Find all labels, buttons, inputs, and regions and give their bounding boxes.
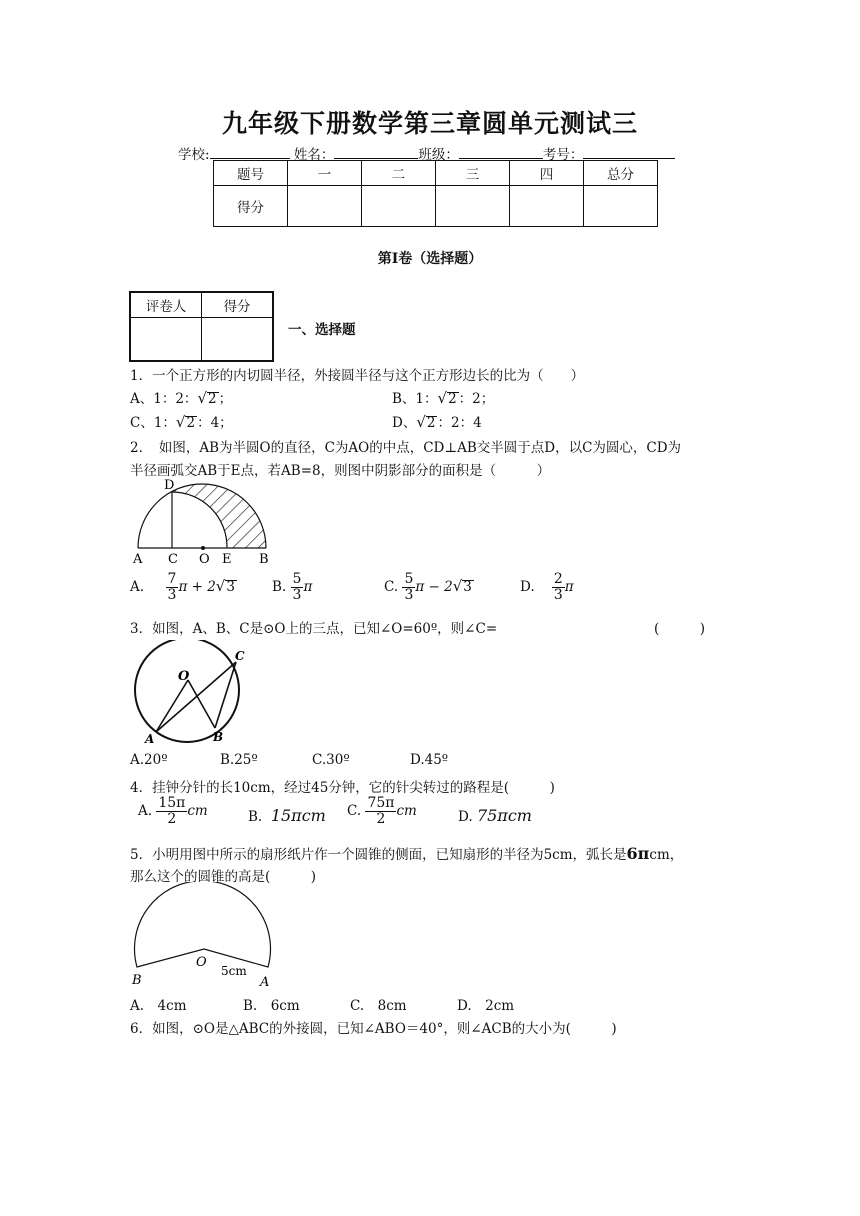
school-label: 学校: bbox=[178, 147, 210, 163]
q3-option-b[interactable]: B.25º bbox=[220, 752, 258, 768]
q1-b-tail: ：2； bbox=[458, 391, 495, 407]
denominator: 2 bbox=[376, 811, 386, 827]
q2-option-b[interactable] bbox=[272, 572, 312, 603]
q2-b-fraction bbox=[291, 572, 304, 603]
score-cell[interactable] bbox=[288, 186, 362, 227]
q5-stem-text: 5．小明用图中所示的扇形纸片作一个圆锥的侧面，已知扇形的半径为5cm，弧长是 bbox=[130, 847, 627, 863]
score-header: 三 bbox=[436, 161, 510, 186]
q4-d-value: 75πcm bbox=[476, 806, 532, 825]
q2-d-label: D. bbox=[520, 579, 535, 595]
section-title: 第Ⅰ卷（选择题） bbox=[377, 251, 483, 267]
q4-d-label: D. bbox=[458, 809, 473, 825]
exam-no-blank[interactable] bbox=[583, 145, 675, 159]
sqrt-icon: √ bbox=[175, 413, 186, 431]
q3-option-a[interactable]: A.20º bbox=[130, 752, 168, 768]
line-ac bbox=[156, 662, 236, 732]
q4-option-c[interactable] bbox=[347, 796, 417, 827]
q4-c-fraction bbox=[365, 796, 396, 827]
q2-semicircle-figure bbox=[128, 474, 278, 566]
label-a: A bbox=[260, 975, 270, 990]
line-oa bbox=[156, 680, 188, 732]
q1-d-tail: ：2：4 bbox=[437, 415, 482, 431]
part-title: 一、选择题 bbox=[288, 322, 356, 338]
score-cell[interactable] bbox=[362, 186, 436, 227]
grader-table bbox=[130, 292, 273, 361]
class-blank[interactable] bbox=[459, 145, 543, 159]
q3-option-d[interactable]: D.45º bbox=[410, 752, 449, 768]
q1-a-tail: ； bbox=[218, 391, 233, 407]
q4-option-d[interactable] bbox=[458, 806, 532, 825]
grader-cell[interactable] bbox=[202, 318, 273, 361]
radicand: 3 bbox=[463, 579, 472, 595]
score-cell[interactable] bbox=[510, 186, 584, 227]
q1-option-c[interactable] bbox=[130, 411, 233, 431]
numerator: 5 bbox=[404, 571, 414, 587]
q4-a-fraction bbox=[156, 796, 187, 827]
numerator: 15π bbox=[158, 795, 186, 811]
score-header: 二 bbox=[362, 161, 436, 186]
q2-d-fraction bbox=[552, 572, 565, 603]
sqrt-icon: √ bbox=[437, 389, 448, 407]
q2-c-fraction bbox=[402, 572, 415, 603]
score-header: 总分 bbox=[584, 161, 658, 186]
q5-arc-length: 6π bbox=[626, 844, 650, 863]
q1-d-text: D、 bbox=[392, 415, 417, 431]
q2-option-d[interactable] bbox=[520, 572, 574, 603]
denominator: 3 bbox=[292, 587, 302, 603]
q2-b-tail: π bbox=[303, 579, 313, 595]
label-o: O bbox=[199, 552, 210, 566]
q2-c-tail: π − 2 bbox=[415, 579, 453, 595]
grader-cell[interactable] bbox=[131, 318, 202, 361]
q1-c-radicand: 2 bbox=[186, 415, 196, 431]
score-header: 题号 bbox=[214, 161, 288, 186]
sqrt-icon: √ bbox=[416, 413, 426, 431]
denominator: 3 bbox=[167, 587, 177, 603]
denominator: 2 bbox=[167, 811, 177, 827]
score-header: 一 bbox=[288, 161, 362, 186]
q2-stem-line2: 半径画弧交AB于E点，若AB=8，则图中阴影部分的面积是（ ） bbox=[130, 463, 551, 479]
label-a: A bbox=[145, 732, 155, 744]
q4-stem: 4．挂钟分针的长10cm，经过45分钟，它的针尖转过的路程是( ) bbox=[130, 780, 555, 796]
score-header: 四 bbox=[510, 161, 584, 186]
q5-option-a[interactable]: A. 4cm bbox=[130, 998, 187, 1014]
sqrt-icon: √ bbox=[215, 577, 226, 595]
q4-c-label: C. bbox=[347, 803, 362, 819]
q1-option-a[interactable] bbox=[130, 387, 232, 407]
label-c: C bbox=[168, 552, 178, 566]
q1-d-radicand: 2 bbox=[426, 415, 436, 431]
exam-no-label: 考号： bbox=[542, 147, 584, 163]
q5-option-b[interactable]: B. 6cm bbox=[243, 998, 300, 1014]
label-radius: 5cm bbox=[221, 964, 247, 978]
q5-stem-unit: cm， bbox=[649, 847, 684, 863]
q4-b-value: 15πcm bbox=[270, 806, 326, 825]
q2-stem-line1: 2． 如图，AB为半圆O的直径，C为AO的中点，CD⊥AB交半圆于点D，以C为圆心，CD为 bbox=[130, 440, 682, 456]
denominator: 3 bbox=[553, 587, 563, 603]
q3-answer-paren: ( ) bbox=[654, 621, 706, 637]
q2-a-fraction bbox=[166, 572, 179, 603]
numerator: 5 bbox=[292, 571, 302, 587]
score-row-label: 得分 bbox=[214, 186, 288, 227]
score-table bbox=[213, 160, 658, 227]
grader-header: 评卷人 bbox=[131, 293, 202, 318]
sqrt-icon: √ bbox=[452, 577, 463, 595]
q2-d-tail: π bbox=[564, 579, 574, 595]
q1-stem: 1．一个正方形的内切圆半径，外接圆半径与这个正方形边长的比为（ ） bbox=[130, 368, 585, 384]
q6-stem: 6．如图，⊙O是△ABC的外接圆，已知∠ABO＝40°，则∠ACB的大小为( ) bbox=[130, 1021, 617, 1037]
school-blank[interactable] bbox=[210, 145, 290, 159]
q1-b-radicand: 2 bbox=[448, 391, 457, 407]
q1-a-text: A、1：2： bbox=[130, 391, 198, 407]
sqrt-icon: √ bbox=[197, 389, 207, 407]
q5-stem-line2: 那么这个的圆锥的高是( ) bbox=[130, 869, 317, 885]
radicand: 3 bbox=[226, 579, 235, 595]
q2-option-a[interactable] bbox=[130, 572, 237, 603]
name-blank[interactable] bbox=[334, 145, 418, 159]
unit: cm bbox=[396, 803, 417, 819]
q2-option-c[interactable] bbox=[384, 572, 474, 603]
q2-a-label: A. bbox=[130, 579, 145, 595]
denominator: 3 bbox=[404, 587, 414, 603]
q1-c-tail: ：4； bbox=[197, 415, 233, 431]
numerator: 2 bbox=[553, 571, 563, 587]
unit: cm bbox=[187, 803, 208, 819]
q4-option-b[interactable] bbox=[248, 806, 326, 825]
label-c: C bbox=[235, 649, 245, 663]
q1-b-text: B、1： bbox=[392, 391, 438, 407]
q5-option-c[interactable]: C. 8cm bbox=[350, 998, 407, 1014]
score-cell[interactable] bbox=[436, 186, 510, 227]
label-b: B bbox=[132, 973, 142, 988]
q1-c-text: C、1： bbox=[130, 415, 176, 431]
line-ob bbox=[188, 680, 215, 728]
q4-a-label: A. bbox=[138, 803, 153, 819]
label-o: O bbox=[196, 955, 207, 970]
label-e: E bbox=[222, 552, 232, 566]
numerator: 75π bbox=[367, 795, 395, 811]
q4-option-a[interactable] bbox=[138, 796, 208, 827]
class-label: 班级： bbox=[418, 147, 459, 163]
q2-b-label: B. bbox=[272, 579, 287, 595]
q1-option-b[interactable] bbox=[392, 387, 494, 407]
label-a: A bbox=[133, 552, 143, 566]
q2-c-label: C. bbox=[384, 579, 399, 595]
score-cell[interactable] bbox=[584, 186, 658, 227]
page-title: 九年级下册数学第三章圆单元测试三 bbox=[221, 109, 638, 138]
q3-option-c[interactable]: C.30º bbox=[312, 752, 350, 768]
numerator: 7 bbox=[167, 571, 177, 587]
q2-a-tail: π + 2 bbox=[178, 579, 216, 595]
q3-stem: 3．如图，A、B、C是⊙O上的三点，已知∠O=60º，则∠C= bbox=[130, 621, 498, 637]
label-o: O bbox=[178, 669, 190, 684]
center-point bbox=[201, 546, 205, 550]
q1-option-d[interactable] bbox=[392, 411, 482, 431]
q5-sector-figure bbox=[128, 882, 278, 990]
q5-stem-line1 bbox=[130, 843, 683, 863]
label-d: D bbox=[164, 478, 175, 493]
grader-header: 得分 bbox=[202, 293, 273, 318]
q4-b-label: B. bbox=[248, 809, 263, 825]
label-b: B bbox=[259, 552, 269, 566]
q3-circle-figure bbox=[128, 640, 252, 744]
q1-a-radicand: 2 bbox=[208, 391, 217, 407]
circle-o bbox=[135, 640, 239, 742]
name-label: 姓名： bbox=[293, 147, 335, 163]
q5-option-d[interactable]: D. 2cm bbox=[457, 998, 515, 1014]
label-b: B bbox=[213, 730, 224, 744]
